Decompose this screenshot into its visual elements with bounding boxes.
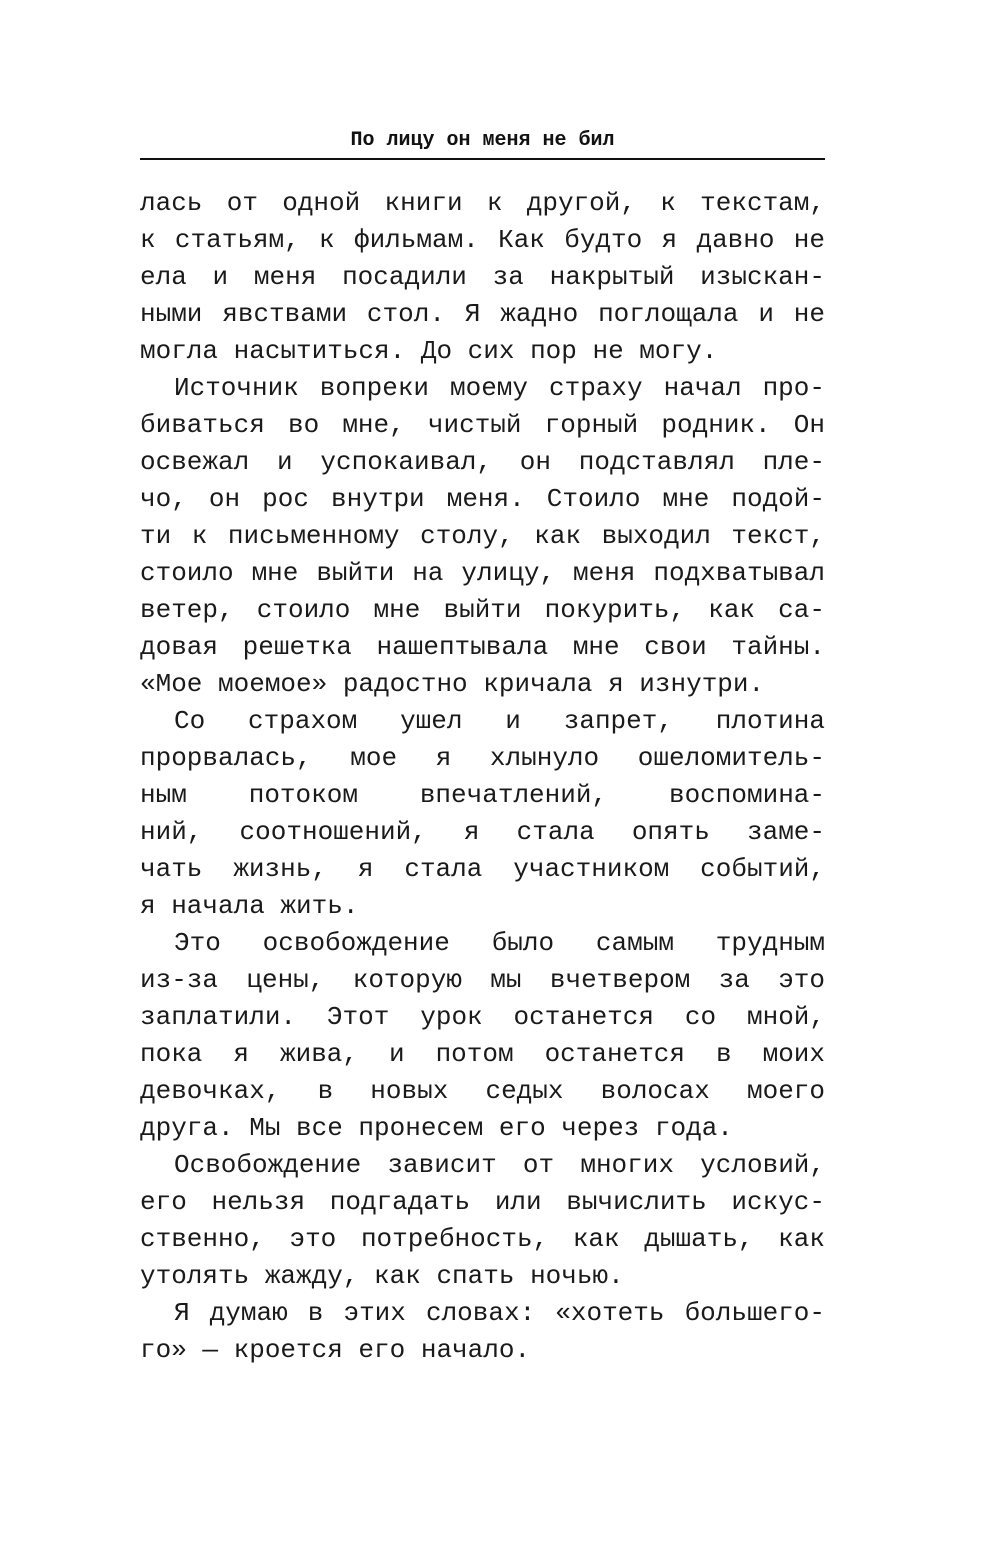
text-line: довая решетка нашептывала мне свои тайны. — [140, 632, 825, 662]
text-line: стоило мне выйти на улицу, меня подхватывал — [140, 558, 825, 588]
text-line: чать жизнь, я стала участником событий, — [140, 854, 825, 884]
text-line: Освобождение зависит от многих условий, — [174, 1150, 825, 1180]
text-line: заплатили. Этот урок останется со мной, — [140, 1002, 825, 1032]
text-line: ветер, стоило мне выйти покурить, как са- — [140, 595, 825, 625]
text-line: друга. Мы все пронесем его через года. — [140, 1113, 733, 1143]
text-line: Источник вопреки моему страху начал про- — [174, 373, 825, 403]
text-line: ела и меня посадили за накрытый изыскан- — [140, 262, 825, 292]
text-line: го» — кроется его начало. — [140, 1335, 531, 1365]
text-line: Со страхом ушел и запрет, плотина — [174, 706, 825, 736]
text-line: пока я жива, и потом останется в моих — [140, 1039, 825, 1069]
text-line: «Мое моемое» радостно кричала я изнутри. — [140, 669, 765, 699]
text-line: освежал и успокаивал, он подставлял пле- — [140, 447, 825, 477]
text-line: чо, он рос внутри меня. Стоило мне подой- — [140, 484, 825, 514]
text-line: Я думаю в этих словах: «хотеть большего- — [174, 1298, 825, 1328]
text-line: прорвалась, мое я хлынуло ошеломитель- — [140, 743, 825, 773]
text-line: ным потоком впечатлений, воспомина- — [140, 780, 825, 810]
text-line: ственно, это потребность, как дышать, как — [140, 1224, 825, 1254]
text-line: Это освобождение было самым трудным — [174, 928, 825, 958]
text-line: утолять жажду, как спать ночью. — [140, 1261, 624, 1291]
text-line: ти к письменному столу, как выходил текст, — [140, 521, 825, 551]
text-line: ний, соотношений, я стала опять заме- — [140, 817, 825, 847]
text-line: к статьям, к фильмам. Как будто я давно не — [140, 225, 825, 255]
text-line: его нельзя подгадать или вычислить искус- — [140, 1187, 825, 1217]
text-line: ными явствами стол. Я жадно поглощала и не — [140, 299, 825, 329]
header-rule — [140, 158, 825, 160]
text-line: девочках, в новых седых волосах моего — [140, 1076, 825, 1106]
text-line: биваться во мне, чистый горный родник. Он — [140, 410, 825, 440]
text-line: лась от одной книги к другой, к текстам, — [140, 188, 825, 218]
running-title: По лицу он меня не бил — [350, 129, 615, 152]
body-text — [140, 185, 825, 1369]
text-line: из-за цены, которую мы вчетвером за это — [140, 965, 825, 995]
text-line: могла насытиться. До сих пор не могу. — [140, 336, 718, 366]
text-line: я начала жить. — [140, 891, 359, 921]
